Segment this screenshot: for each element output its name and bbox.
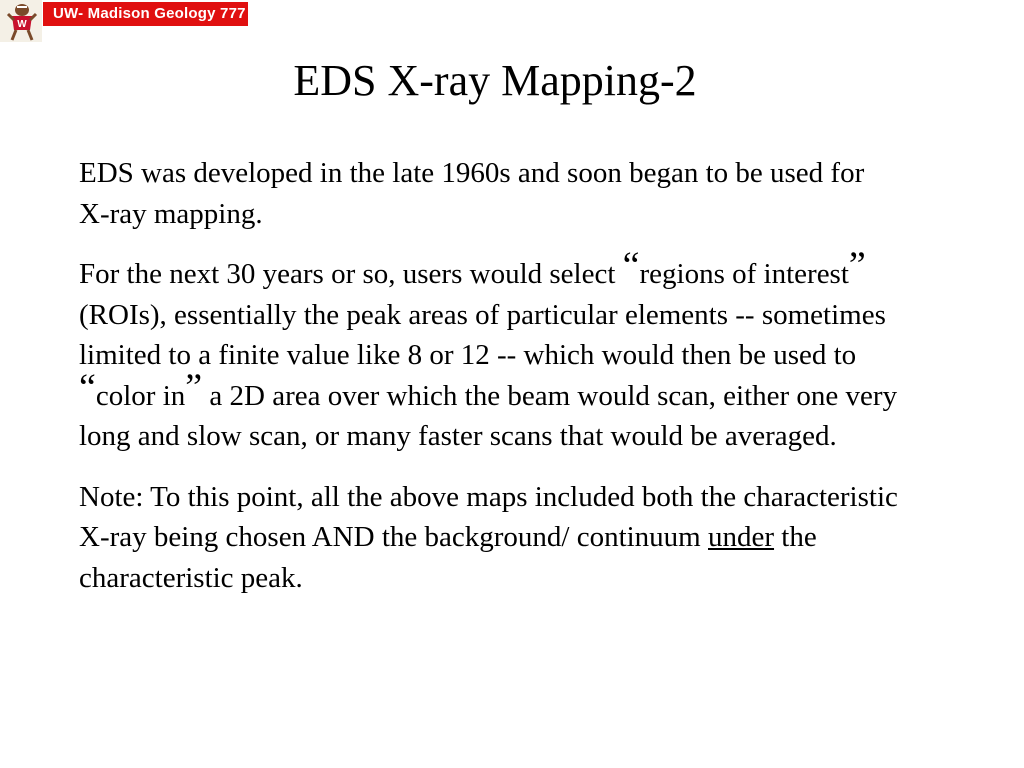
paragraph-2 [79,244,899,457]
uw-badger-logo [0,0,42,42]
slide-title: EDS X-ray Mapping-2 [293,56,697,105]
course-banner: UW- Madison Geology 777 [43,2,248,26]
open-quote: “ [622,244,640,287]
p2-text-1: For the next 30 years or so, users would select [79,258,623,290]
p2-text-5: a 2D area over which the beam would scan, either one very long and slow scan, or many faster scans that would be averaged. [79,379,898,452]
svg-text:W: W [17,19,27,30]
p2-text-3: (ROIs), essentially the peak areas of particular elements -- sometimes limited to a finite value like 8 or 12 -- which would then be used to [79,298,886,371]
underlined-word: under [708,521,775,553]
paragraph-1: EDS was developed in the late 1960s and soon began to be used for X-ray mapping. [79,157,865,230]
open-quote: “ [79,365,96,408]
p3-text-1: Note: To this point, all the above maps included both the characteristic X-ray being chosen AND the background/ continuum [79,480,898,553]
slide-body [79,153,899,618]
close-quote: ” [848,244,866,287]
paragraph-3 [79,477,899,599]
p2-text-4: color in [95,379,186,412]
close-quote: ” [185,365,203,408]
p3-text-2: the characteristic peak. [79,521,817,594]
p2-text-2: regions of interest [639,258,849,290]
